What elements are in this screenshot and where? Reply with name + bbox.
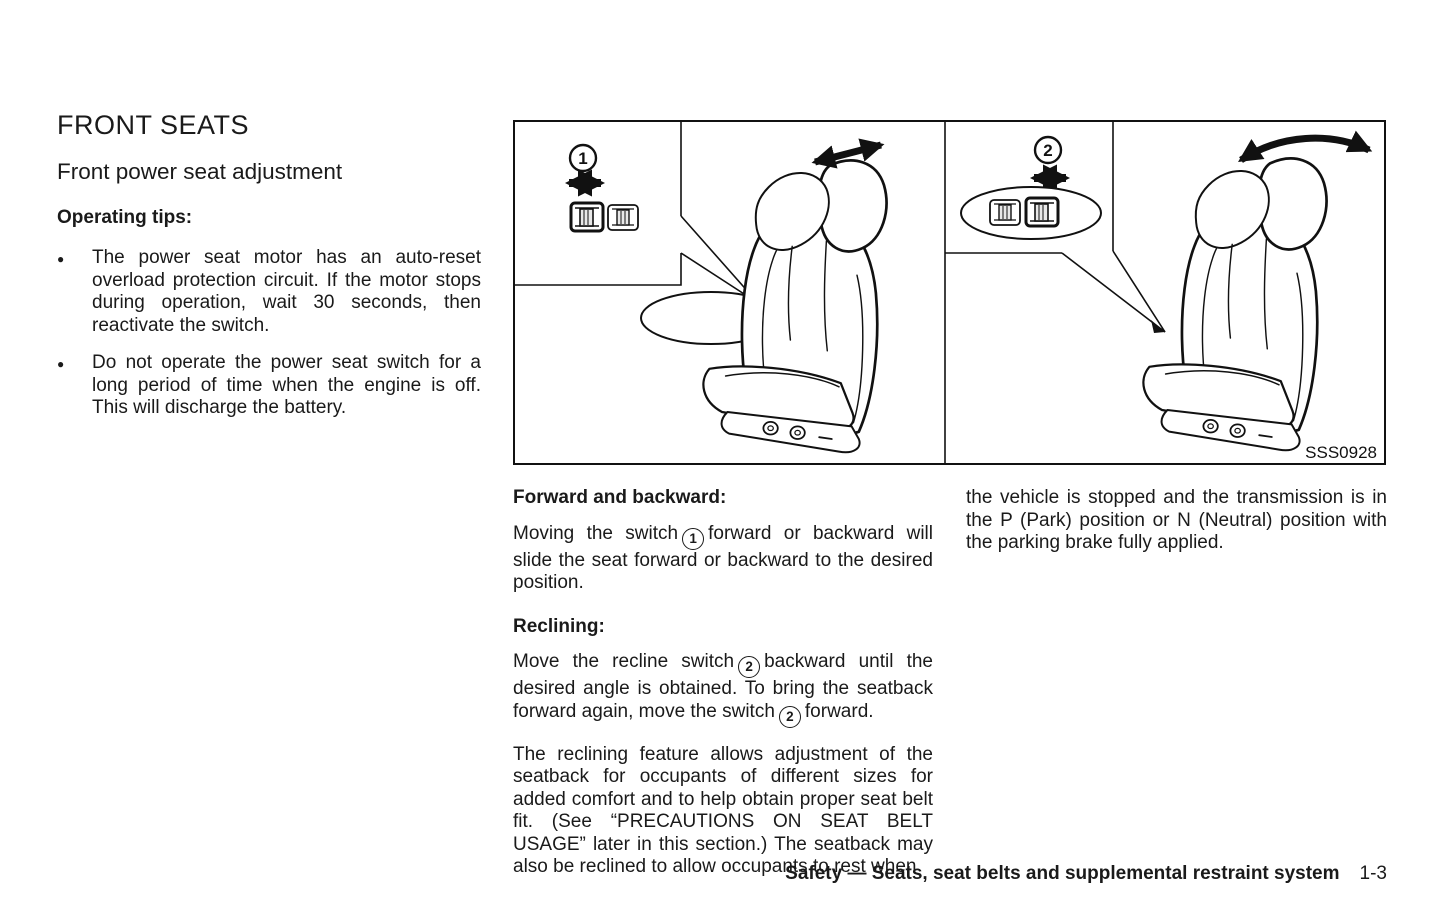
figure-caption: SSS0928 bbox=[1305, 443, 1377, 462]
page-footer bbox=[0, 863, 1387, 885]
bullet-icon: ● bbox=[57, 252, 65, 266]
footer-section-title: Safety — Seats, seat belts and supplemental restraint system bbox=[785, 863, 1340, 884]
page-title: FRONT SEATS bbox=[57, 110, 250, 140]
seat-switch-pod-2 bbox=[961, 187, 1101, 239]
bullet-item bbox=[57, 352, 481, 420]
figure-label-2 bbox=[1035, 137, 1061, 163]
figure-label-1 bbox=[570, 145, 596, 171]
footer-page-number: 1-3 bbox=[1359, 863, 1387, 884]
left-column bbox=[57, 110, 481, 435]
bullet-text: Do not operate the power seat switch for a long period of time when the engine is off. This will discharge the battery. bbox=[92, 352, 481, 418]
paragraph-text: Move the recline switch bbox=[513, 651, 735, 672]
operating-tips-heading: Operating tips: bbox=[57, 207, 193, 228]
paragraph-text: backward until the desired angle is obtained. To bring the seatback forward again, move the switch bbox=[513, 651, 933, 722]
seat-adjustment-figure bbox=[513, 120, 1386, 465]
reclining-paragraph-1 bbox=[513, 651, 933, 728]
bullet-icon: ● bbox=[57, 357, 65, 371]
reclining-heading: Reclining: bbox=[513, 615, 605, 637]
forward-backward-heading: Forward and backward: bbox=[513, 487, 727, 508]
switch-2-marker: 2 bbox=[779, 706, 801, 728]
switch-2-marker: 2 bbox=[738, 656, 760, 678]
forward-backward-paragraph bbox=[513, 523, 933, 595]
paragraph-text: forward. bbox=[804, 700, 874, 722]
body-column-left bbox=[513, 487, 933, 879]
figure-svg bbox=[513, 120, 1386, 465]
body-column-right bbox=[966, 487, 1387, 555]
paragraph-text: Moving the switch bbox=[513, 522, 679, 544]
bullet-item bbox=[57, 247, 481, 337]
svg-text:2: 2 bbox=[1043, 141, 1053, 160]
reclining-paragraph-2: The reclining feature allows adjustment of the seatback for occupants of different sizes for added comfort and to help obtain proper seat belt fit. (See “PRECAUTIONS ON SEAT BELT USAGE” later in this section.) The seatback may also be reclined to allow occupants to rest when bbox=[513, 743, 933, 877]
switch-1-marker: 1 bbox=[682, 528, 704, 550]
svg-text:1: 1 bbox=[578, 149, 588, 168]
bullet-text: The power seat motor has an auto-reset overload protection circuit. If the motor stops during operation, wait 30 seconds, then reactivate the switch. bbox=[92, 247, 481, 336]
paragraph-text: forward or backward will slide the seat forward or backward to the desired position. bbox=[513, 522, 933, 593]
continuation-paragraph: the vehicle is stopped and the transmission is in the P (Park) position or N (Neutral) position with the parking brake fully applied. bbox=[966, 487, 1387, 553]
page-subtitle: Front power seat adjustment bbox=[57, 159, 343, 184]
